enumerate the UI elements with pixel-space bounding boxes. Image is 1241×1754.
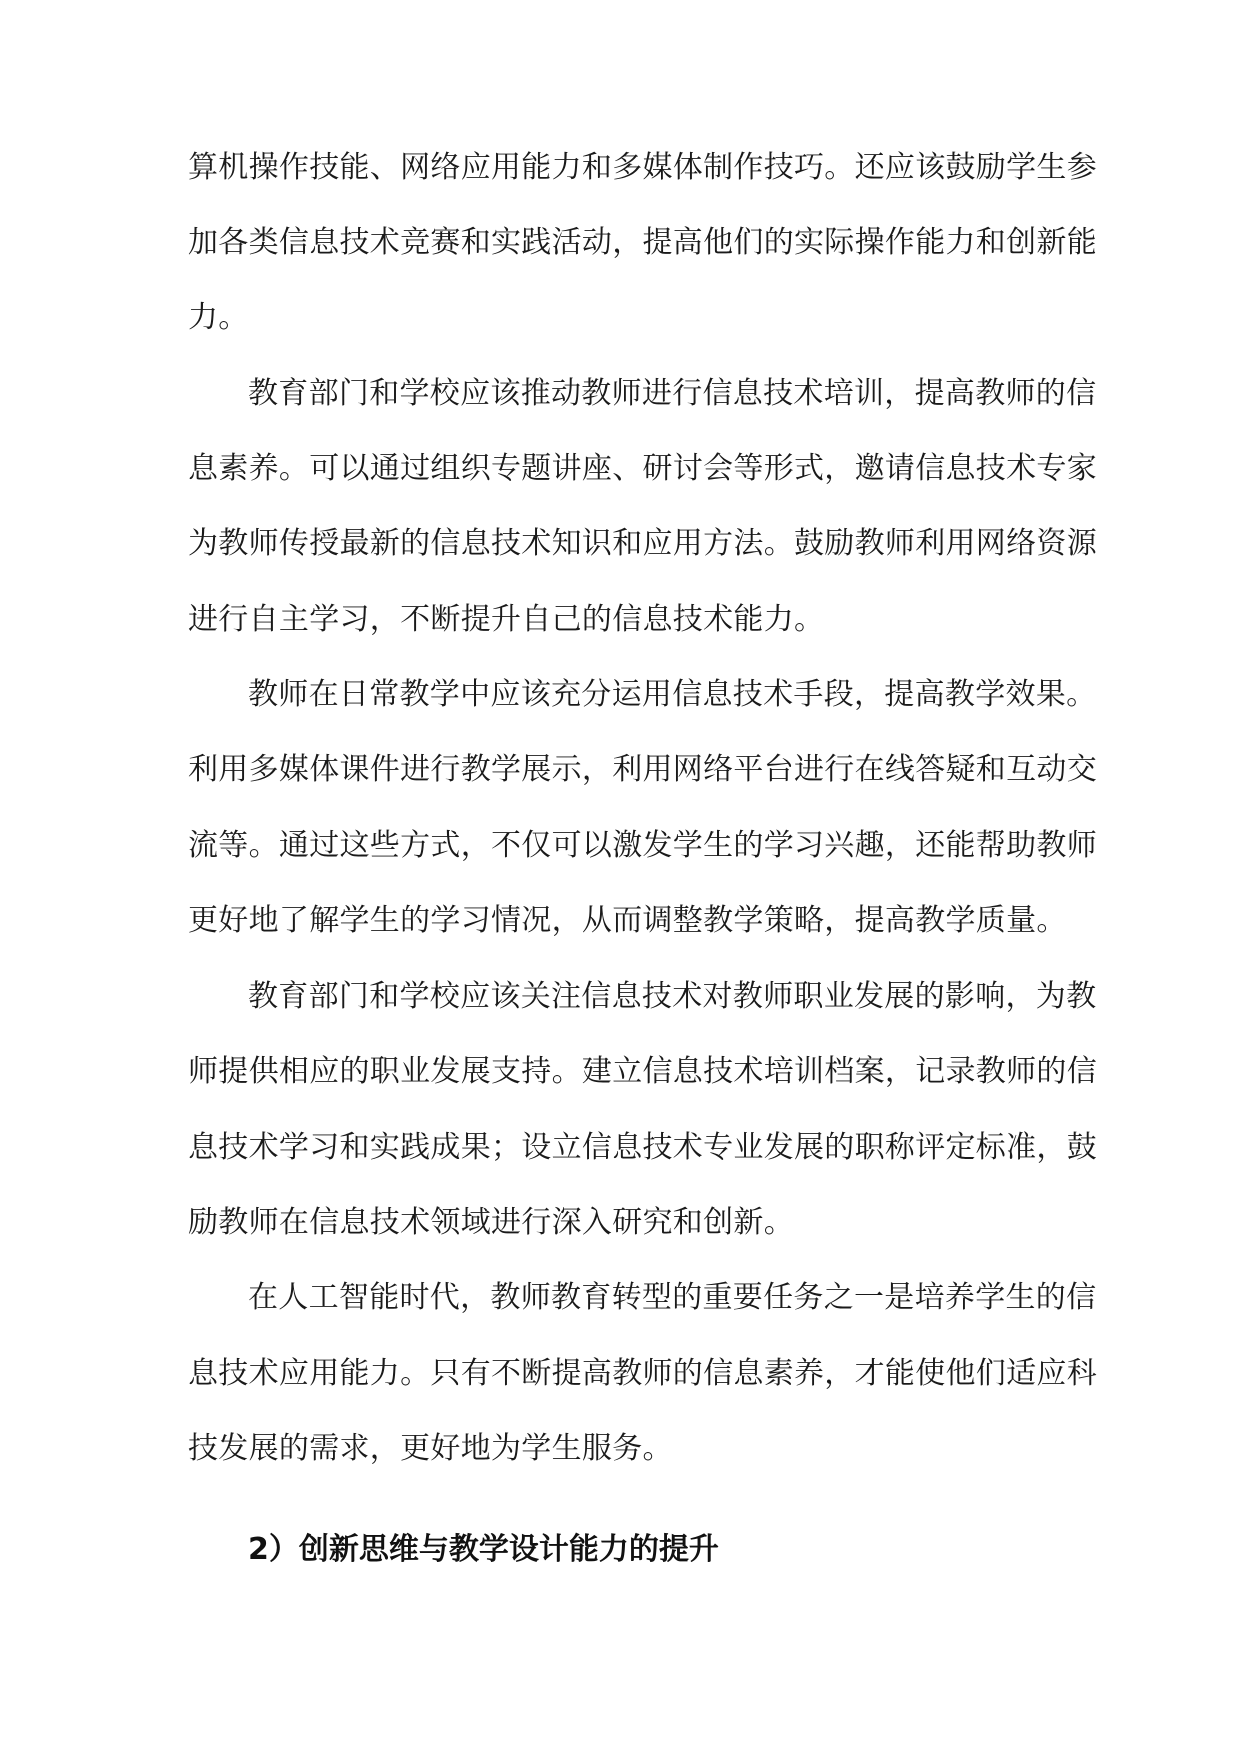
paragraph-3-line-4: 更好地了解学生的学习情况，从而调整教学策略，提高教学质量。 bbox=[188, 903, 1067, 938]
paragraph-5-line-1: 在人工智能时代，教师教育转型的重要任务之一是培养学生的信 bbox=[248, 1280, 1097, 1315]
paragraph-3-line-2: 利用多媒体课件进行教学展示，利用网络平台进行在线答疑和互动交 bbox=[188, 752, 1097, 787]
paragraph-3-line-3: 流等。通过这些方式，不仅可以激发学生的学习兴趣，还能帮助教师 bbox=[188, 828, 1097, 863]
paragraph-1-line-2: 加各类信息技术竞赛和实践活动，提高他们的实际操作能力和创新能 bbox=[188, 225, 1097, 260]
paragraph-5-line-3: 技发展的需求，更好地为学生服务。 bbox=[188, 1431, 673, 1466]
paragraph-1-line-1: 算机操作技能、网络应用能力和多媒体制作技巧。还应该鼓励学生参 bbox=[188, 150, 1097, 185]
paragraph-3-line-1: 教师在日常教学中应该充分运用信息技术手段，提高教学效果。 bbox=[248, 677, 1097, 712]
paragraph-1-line-3: 力。 bbox=[188, 300, 249, 335]
paragraph-4-line-1: 教育部门和学校应该关注信息技术对教师职业发展的影响，为教 bbox=[248, 979, 1097, 1014]
paragraph-5-line-2: 息技术应用能力。只有不断提高教师的信息素养，才能使他们适应科 bbox=[188, 1356, 1097, 1391]
paragraph-4-line-4: 励教师在信息技术领域进行深入研究和创新。 bbox=[188, 1205, 794, 1240]
paragraph-4-line-2: 师提供相应的职业发展支持。建立信息技术培训档案，记录教师的信 bbox=[188, 1054, 1097, 1089]
paragraph-2-line-1: 教育部门和学校应该推动教师进行信息技术培训，提高教师的信 bbox=[248, 376, 1097, 411]
section-heading: 2）创新思维与教学设计能力的提升 bbox=[248, 1532, 719, 1567]
paragraph-2-line-3: 为教师传授最新的信息技术知识和应用方法。鼓励教师利用网络资源 bbox=[188, 526, 1097, 561]
paragraph-2-line-4: 进行自主学习，不断提升自己的信息技术能力。 bbox=[188, 602, 825, 637]
paragraph-4-line-3: 息技术学习和实践成果；设立信息技术专业发展的职称评定标准，鼓 bbox=[188, 1130, 1097, 1165]
paragraph-2-line-2: 息素养。可以通过组织专题讲座、研讨会等形式，邀请信息技术专家 bbox=[188, 451, 1097, 486]
